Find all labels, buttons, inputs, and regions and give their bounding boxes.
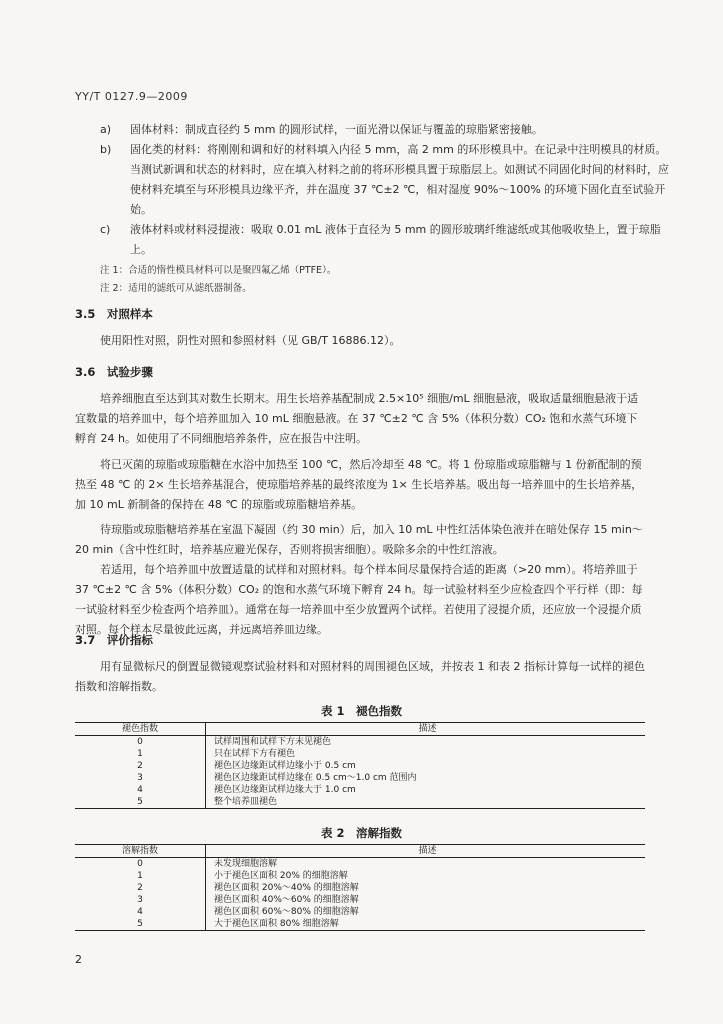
table-row [75, 796, 645, 809]
table-1 [75, 722, 645, 809]
section-3-6-para-4: 若适用，每个培养皿中放置适量的试样和对照材料。每个样本间尽量保持合适的距离（>20 mm）。将培养皿于 37 ℃±2 ℃ 含 5%（体积分数）CO₂ 的饱和水蒸气环境下孵育 24 h。每一试验材料至少应检查四个平行样（即：每一试验材料至少检查两个培养皿）。通常在每一培养皿中至少放置两个试样。若使用了浸提介质，还应放一个浸提介质对照。每个样本尽量彼此远离，并远离培养皿边缘。 [75, 563, 643, 636]
table-row [75, 858, 645, 871]
table-row [75, 882, 645, 894]
list-item-a [100, 120, 645, 140]
table-cell: 5 [75, 918, 206, 931]
table-cell: 2 [75, 882, 206, 894]
table-cell: 大于褪色区面积 80% 细胞溶解 [206, 918, 645, 931]
section-3-6-para-3: 待琼脂或琼脂糖培养基在室温下凝固（约 30 min）后，加入 10 mL 中性红活体染色液并在暗处保存 15 min～20 min（含中性红时，培养基应避光保存，否则将损害细胞）。吸除多余的中性红溶液。 [75, 523, 643, 556]
standard-number-header: YY/T 0127.9—2009 [75, 90, 188, 103]
table-row [75, 784, 645, 796]
table-row [75, 760, 645, 772]
table-cell: 2 [75, 760, 206, 772]
page-number: 2 [75, 953, 82, 966]
item-text: 固体材料：制成直径约 5 mm 的圆形试样，一面光滑以保证与覆盖的琼脂紧密接触。 [130, 123, 543, 136]
table-cell: 褪色区面积 60%～80% 的细胞溶解 [214, 907, 359, 917]
table-cell: 1 [75, 870, 206, 882]
table-cell: 1 [75, 748, 206, 760]
table-cell: 3 [75, 772, 206, 784]
table-1-caption: 表 1 褪色指数 [320, 704, 402, 718]
table-2 [75, 844, 645, 931]
table-header: 描述 [206, 845, 645, 858]
table-cell: 褪色区边缘距试样边缘在 0.5 cm～1.0 cm 范围内 [214, 773, 417, 783]
table-cell: 5 [75, 796, 206, 809]
table-cell: 0 [75, 858, 206, 871]
table-cell: 褪色区面积 40%～60% 的细胞溶解 [214, 895, 359, 905]
item-label: c) [100, 223, 111, 236]
list-item-b [100, 140, 675, 220]
table-cell: 褪色区边缘距试样边缘大于 1.0 cm [214, 785, 356, 795]
note-2: 注 2：适用的滤纸可从滤纸器制备。 [100, 283, 252, 294]
section-3-7-para-1: 用有显微标尺的倒置显微镜观察试验材料和对照材料的周围褪色区域，并按表 1 和表 2 指标计算每一试样的褪色指数和溶解指数。 [75, 660, 645, 693]
list-item-c [100, 220, 675, 260]
section-3-6-para-1: 培养细胞直至达到其对数生长期末。用生长培养基配制成 2.5×10⁵ 细胞/mL 细胞悬液，吸取适量细胞悬液于适宜数量的培养皿中，每个培养皿加入 10 mL 细胞悬液。在 37 ℃±2 ℃ 含 5%（体积分数）CO₂ 饱和水蒸气环境下孵育 24 h。如使用了不同细胞培养条件，应在报告中注明。 [75, 392, 639, 445]
table-cell: 小于褪色区面积 20% 的细胞溶解 [214, 871, 348, 881]
table-cell: 试样周围和试样下方未见褪色 [214, 737, 332, 747]
table-cell: 整个培养皿褪色 [206, 796, 645, 809]
table-row [75, 736, 645, 749]
table-cell: 4 [75, 906, 206, 918]
section-3-6-para-2: 将已灭菌的琼脂或琼脂糖在水浴中加热至 100 ℃，然后冷却至 48 ℃。将 1 份琼脂或琼脂糖与 1 份新配制的预热至 48 ℃ 的 2× 生长培养基混合，使琼脂培养基的最终浓度为 1× 生长培养基。吸出每一培养皿中的生长培养基，加 10 mL 新制备的保持在 48 ℃ 的琼脂或琼脂糖培养基。 [75, 458, 643, 511]
table-header: 溶解指数 [75, 845, 206, 858]
table-row [75, 748, 645, 760]
section-3-7-title: 3.7 评价指标 [75, 633, 153, 647]
table-header: 描述 [206, 723, 645, 736]
section-3-5-body: 使用阳性对照，阴性对照和参照材料（见 GB/T 16886.12）。 [100, 334, 401, 347]
table-row [75, 906, 645, 918]
table-cell: 褪色区面积 20%～40% 的细胞溶解 [214, 883, 359, 893]
item-label: b) [100, 143, 112, 156]
note-1: 注 1：合适的惰性模具材料可以是聚四氟乙烯（PTFE）。 [100, 265, 337, 276]
section-3-6-title: 3.6 试验步骤 [75, 365, 153, 379]
table-cell: 3 [75, 894, 206, 906]
table-row [75, 894, 645, 906]
table-cell: 褪色区边缘距试样边缘小于 0.5 cm [214, 761, 356, 771]
table-cell: 0 [75, 736, 206, 749]
table-cell: 未发现细胞溶解 [214, 859, 278, 869]
table-row [75, 772, 645, 784]
table-cell: 4 [75, 784, 206, 796]
item-label: a) [100, 123, 112, 136]
item-text: 固化类的材料：将刚刚和调和好的材料填入内径 5 mm，高 2 mm 的环形模具中。在记录中注明模具的材质。当测试新调和状态的材料时，应在填入材料之前的将环形模具置于琼脂层上。如测试不同固化时间的材料时，应使材料充填至与环形模具边缘平齐，并在温度 37 ℃±2 ℃，相对湿度 90%～100% 的环境下固化直至试验开始。 [130, 143, 669, 216]
table-row [75, 870, 645, 882]
item-text: 液体材料或材料浸提液：吸取 0.01 mL 液体于直径为 5 mm 的圆形玻璃纤维滤纸或其他吸收垫上，置于琼脂上。 [130, 223, 661, 256]
table-2-caption: 表 2 溶解指数 [320, 826, 402, 840]
section-3-5-title: 3.5 对照样本 [75, 307, 153, 321]
table-row [75, 918, 645, 931]
table-cell: 只在试样下方有褪色 [214, 749, 296, 759]
table-header: 褪色指数 [75, 723, 206, 736]
